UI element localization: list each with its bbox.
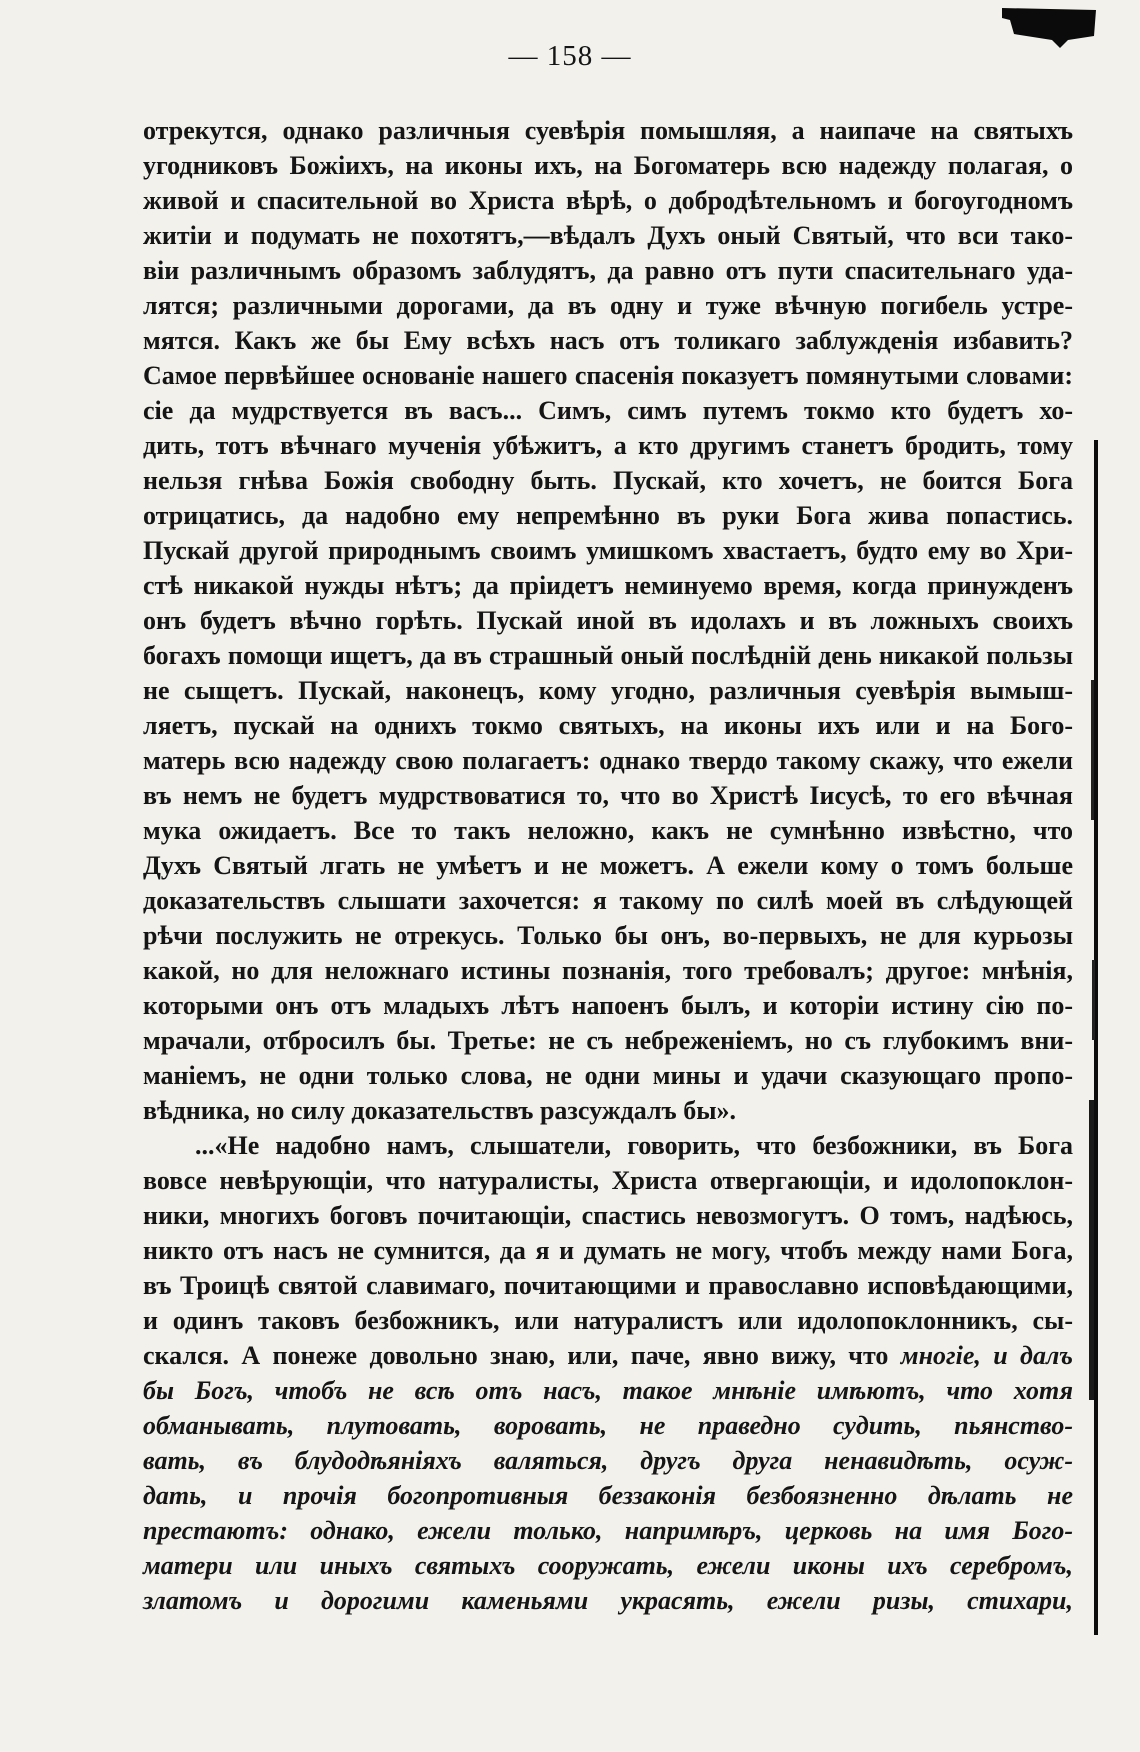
text-line: отрицатись, да надобно ему непремѣнно въ руки Бога жива попастись. — [143, 501, 1073, 530]
text-segment: скался. А понеже довольно знаю, или, паче, явно вижу, что — [143, 1341, 901, 1370]
text-line: богахъ помощи ищетъ, да въ страшный оный послѣдній день никакой пользы — [143, 641, 1073, 670]
text-line: которыми онъ отъ младыхъ лѣтъ напоенъ былъ, и которіи истину сію по- — [143, 991, 1073, 1020]
text-line: ...«Не надобно намъ, слышатели, говорить, что безбожники, въ Бога — [195, 1131, 1073, 1160]
italic-segment: многіе, и далъ — [900, 1341, 1073, 1370]
text-line: стѣ никакой нужды нѣтъ; да пріидетъ неминуемо время, когда принужденъ — [143, 571, 1073, 600]
text-line: нельзя гнѣва Божія свободну быть. Пускай, кто хочетъ, не боится Бога — [143, 466, 1073, 495]
italic-text-line: дать, и прочія богопротивныя беззаконія безбоязненно дѣлать не — [143, 1481, 1073, 1510]
text-line: лятся; различными дорогами, да въ одну и туже вѣчную погибель устре- — [143, 291, 1073, 320]
scan-artifact-right-edge — [1085, 60, 1105, 1660]
text-line-mixed — [143, 1338, 1073, 1373]
body-text — [143, 113, 1073, 1618]
text-line: Духъ Святый лгать не умѣетъ и не можетъ. А ежели кому о томъ больше — [143, 851, 1073, 880]
text-line: въ немъ не будетъ мудрствоватися то, что во Христѣ Іисусѣ, то его вѣчная — [143, 781, 1073, 810]
text-line: не сыщетъ. Пускай, наконецъ, кому угодно, различныя суевѣрія вымыш- — [143, 676, 1073, 705]
text-line: никто отъ насъ не сумнится, да я и думать не могу, чтобъ между нами Бога, — [143, 1236, 1073, 1265]
text-line: вѣдника, но силу доказательствъ разсуждалъ бы». — [143, 1096, 736, 1125]
text-line: угодниковъ Божіихъ, на иконы ихъ, на Богоматерь всю надежду полагая, о — [143, 151, 1073, 180]
text-line: рѣчи послужить не отрекусь. Только бы онъ, во-первыхъ, не для курьозы — [143, 921, 1073, 950]
text-line: доказательствъ слышати захочется: я такому по силѣ моей въ слѣдующей — [143, 886, 1073, 915]
text-line: Пускай другой природнымъ своимъ умишкомъ хвастаетъ, будто ему во Хри- — [143, 536, 1073, 565]
text-line: сіе да мудрствуется въ васъ... Симъ, симъ путемъ токмо кто будетъ хо- — [143, 396, 1073, 425]
text-line: житіи и подумать не похотятъ,—вѣдалъ Духъ оный Святый, что вси тако- — [143, 221, 1073, 250]
italic-text-line: златомъ и дорогими каменьями украсять, ежели ризы, стихари, — [143, 1586, 1073, 1615]
text-line: живой и спасительной во Христа вѣрѣ, о добродѣтельномъ и богоугодномъ — [143, 186, 1073, 215]
scan-artifact-top-right — [1000, 0, 1100, 50]
italic-text-line: престаютъ: однако, ежели только, напримѣръ, церковь на имя Бого- — [143, 1516, 1073, 1545]
italic-text-line: бы Богъ, чтобъ не всѣ отъ насъ, такое мнѣніе имѣютъ, что хотя — [143, 1376, 1073, 1405]
text-line: какой, но для неложнаго истины познанія, того требовалъ; другое: мнѣнія, — [143, 956, 1073, 985]
text-line: мятся. Какъ же бы Ему всѣхъ насъ отъ толикаго заблужденія избавить? — [143, 326, 1073, 355]
text-line: и одинъ таковъ безбожникъ, или натуралистъ или идолопоклонникъ, сы- — [143, 1306, 1073, 1335]
text-line: онъ будетъ вѣчно горѣть. Пускай иной въ идолахъ и въ ложныхъ своихъ — [143, 606, 1073, 635]
text-line: ники, многихъ боговъ почитающіи, спастись невозмогутъ. О томъ, надѣюсь, — [143, 1201, 1073, 1230]
italic-text-line: матери или иныхъ святыхъ сооружать, ежели иконы ихъ серебромъ, — [143, 1551, 1073, 1580]
page-number: — 158 — — [508, 40, 632, 72]
text-line: дить, тотъ вѣчнаго мученія убѣжитъ, а кто другимъ станетъ бродить, тому — [143, 431, 1073, 460]
text-line: вовсе невѣрующіи, что натуралисты, Христа отвергающіи, и идолопоклон- — [143, 1166, 1073, 1195]
text-line: матерь всю надежду свою полагаетъ: однако твердо такому скажу, что ежели — [143, 746, 1073, 775]
text-line: маніемъ, не одни только слова, не одни мины и удачи сказующаго пропо- — [143, 1061, 1073, 1090]
text-line: въ Троицѣ святой славимаго, почитающими и православно исповѣдающими, — [143, 1271, 1073, 1300]
text-line: отрекутся, однако различныя суевѣрія помышляя, а наипаче на святыхъ — [143, 116, 1073, 145]
text-line: віи различнымъ образомъ заблудятъ, да равно отъ пути спасительнаго уда- — [143, 256, 1073, 285]
text-line: Самое первѣйшее основаніе нашего спасенія показуетъ помянутыми словами: — [143, 361, 1073, 390]
text-line: мрачали, отбросилъ бы. Третье: не съ небреженіемъ, но съ глубокимъ вни- — [143, 1026, 1073, 1055]
text-line: ляетъ, пускай на однихъ токмо святыхъ, на иконы ихъ или и на Бого- — [143, 711, 1073, 740]
text-line: мука ожидаетъ. Все то такъ неложно, какъ не сумнѣнно извѣстно, что — [143, 816, 1073, 845]
italic-text-line: вать, въ блудодѣяніяхъ валяться, другъ друга ненавидѣть, осуж- — [143, 1446, 1073, 1475]
italic-text-line: обманывать, плутовать, воровать, не праведно судить, пьянство- — [143, 1411, 1073, 1440]
